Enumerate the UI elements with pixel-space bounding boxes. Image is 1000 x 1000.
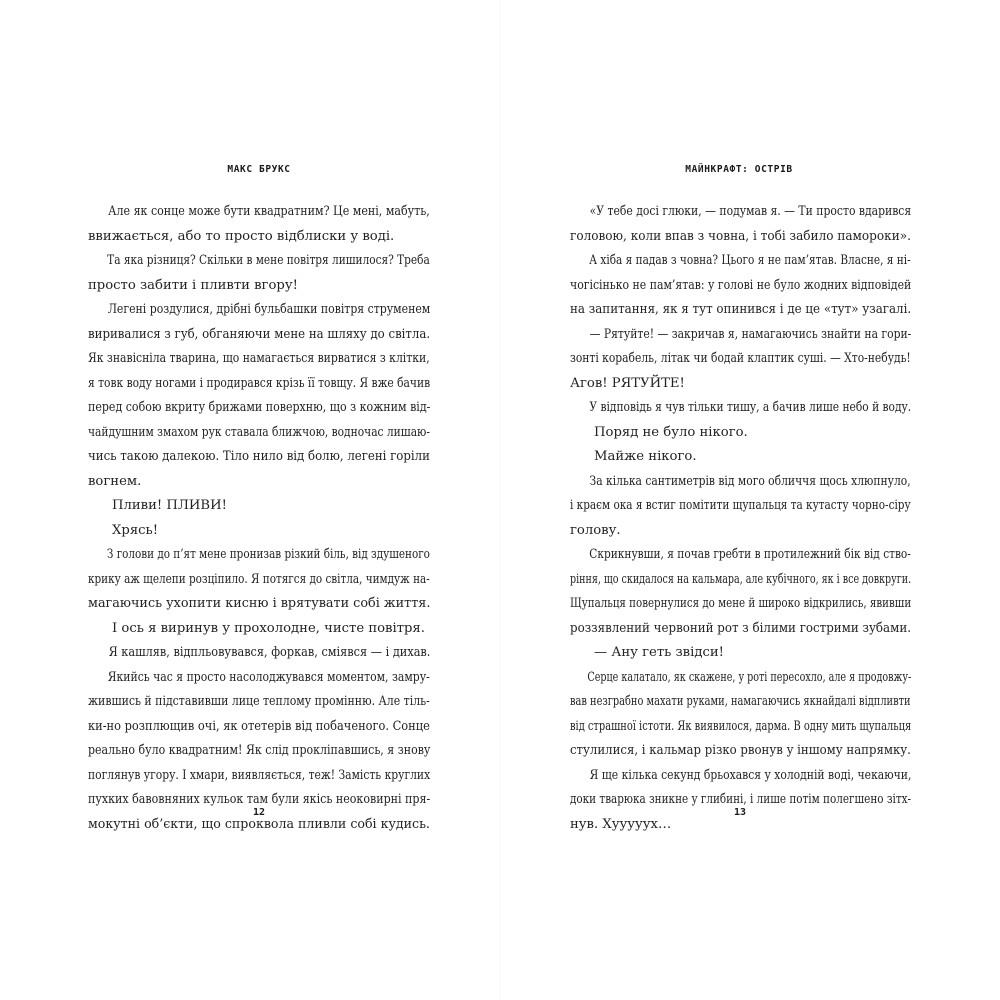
text-line-content: вав незграбно махати руками, намагаючись якнайдалі відпливти (570, 694, 911, 709)
text-line (570, 543, 911, 568)
text-line-content: — Рятуйте! — закричав я, намагаючись знайти на гори- (589, 326, 912, 342)
text-line (570, 298, 911, 323)
text-line-content: Майже нікого. (594, 449, 697, 464)
text-line (88, 323, 430, 348)
text-line-content: — Ану геть звідси! (594, 645, 724, 660)
text-line-content: Але як сонце може бути квадратним? Це мені, мабуть, (108, 204, 430, 219)
text-line (570, 470, 911, 495)
page-number-right: 13 (733, 807, 747, 818)
text-line-content: головою, коли впав з човна, і тобі забило памороки». (570, 228, 911, 244)
text-line-content: Агов! РЯТУЙТЕ! (570, 375, 685, 391)
text-line-content: Я кашляв, відпльовувався, форкав, сміявся — і дихав. (108, 645, 431, 660)
text-line (570, 519, 911, 544)
text-line-content: Поряд не було нікого. (594, 424, 748, 440)
text-line-content: З голови до п’ят мене пронизав різкий біль, від здушеного (106, 547, 430, 562)
text-line (570, 225, 911, 250)
text-line-content: реально було квадратним! Як слід проклiпавшись, я знову (88, 743, 431, 758)
text-line (88, 666, 430, 691)
text-line-content: вогнем. (88, 473, 142, 489)
text-line-content: Хрясь! (112, 522, 159, 538)
text-line (88, 543, 430, 568)
text-line-content: стулилися, і кальмар різко рвонув у іншому напрямку. (570, 743, 911, 758)
text-line (88, 225, 430, 250)
text-line-content: перед собою вкриту брижами поверхню, що з кожним від- (88, 400, 431, 415)
text-line (570, 396, 911, 421)
text-line (570, 249, 911, 274)
text-line (88, 298, 430, 323)
text-line-content: нув. Хууууух… (570, 816, 672, 832)
text-line (570, 715, 911, 740)
text-line (570, 200, 911, 225)
text-line-content: чогісінько не пам’ятав: у голові не було жодних відповідей (570, 277, 912, 293)
running-head-title: МАЙНКРАФТ: ОСТРІВ (685, 164, 793, 175)
text-line (570, 666, 911, 691)
text-line (88, 641, 430, 666)
text-line (570, 641, 911, 666)
text-line (88, 715, 430, 740)
text-line-content: магаючись ухопити кисню і врятувати собі життя. (88, 596, 431, 611)
text-line (570, 494, 911, 519)
text-line (570, 617, 911, 642)
text-line-content: Скрикнувши, я почав гребти в протилежний бік від ство- (589, 547, 911, 562)
text-line (570, 445, 911, 470)
right-text-block (570, 200, 911, 837)
text-line (88, 592, 430, 617)
text-line-content: У відповідь я чув тільки тишу, а бачив лише небо й воду. (589, 400, 912, 415)
text-line (570, 347, 911, 372)
text-line (88, 421, 430, 446)
text-line-content: Як знавісніла тварина, що намагається вирватися з клітки, (88, 351, 430, 366)
text-line (88, 519, 430, 544)
text-line-content: доки тварюка зникне у глибині, і лише потім полегшено зітх- (570, 792, 911, 807)
text-line-content: Пливи! ПЛИВИ! (112, 498, 227, 513)
text-line-content: ввижається, або то просто відблиски у воді. (88, 228, 395, 244)
text-line-content: ріння, що скидалося на кальмара, але кубічного, як і все довкруги. (570, 571, 912, 587)
text-line-content: жившись й підставивши лице теплому промінню. Але тіль- (88, 694, 430, 709)
text-line-content: Серце калатало, як скажене, у роті пересохло, але я продовжу- (587, 669, 912, 685)
text-line-content: Та яка різниця? Скільки в мене повітря лишилося? Треба (107, 253, 430, 268)
text-line (570, 690, 911, 715)
text-line-content: пухких бавовняних кульок там були якісь неоковирні пря- (88, 792, 431, 807)
text-line-content: від страшної істоти. Як виявилося, дарма. В одну мить щупальця (570, 718, 912, 734)
text-line (570, 568, 911, 593)
right-page (500, 0, 1000, 1000)
text-line-content: просто забити і пливти вгору! (88, 277, 298, 293)
text-line-content: крику аж щелепи розціпило. Я потягся до світла, чимдуж на- (88, 571, 430, 587)
text-line-content: Якийсь час я просто насолоджувався моментом, замру- (107, 669, 430, 685)
text-line-content: мокутні об’єкти, що спроквола пливли собі кудись. (88, 816, 430, 832)
text-line-content: За кілька сантиметрів від мого обличчя щось хлюпнуло, (589, 473, 911, 489)
running-head-author: МАКС БРУКС (227, 164, 291, 175)
text-line-content: я товк воду ногами і продирався крізь її товщу. Я вже бачив (88, 375, 431, 391)
text-line (88, 617, 430, 642)
text-line-content: Щупальця повернулися до мене й широко відкрились, явивши (570, 596, 912, 611)
text-line-content: «У тебе досі глюки, — подумав я. — Ти просто вдарився (589, 204, 912, 219)
text-line-content: І ось я виринув у прохолодне, чисте повітря. (112, 620, 425, 636)
text-line-content: Я ще кілька секунд брьохався у холодній воді, чекаючи, (589, 767, 912, 783)
text-line (88, 690, 430, 715)
text-line (88, 396, 430, 421)
text-line (570, 739, 911, 764)
text-line-content: поглянув угору. І хмари, виявляється, теж! Замість круглих (88, 767, 431, 783)
text-line (88, 470, 430, 495)
text-line-content: ки-но розплющив очі, як отетерів від побаченого. Сонце (88, 718, 430, 734)
text-line (88, 372, 430, 397)
text-line (88, 200, 430, 225)
left-text-block (88, 200, 430, 837)
text-line-content: на запитання, як я тут опинився і де це «тут» узагалі. (570, 302, 912, 317)
text-line (88, 347, 430, 372)
text-line (88, 274, 430, 299)
text-line-content: роззявлений червоний рот з білими гострими зубами. (570, 620, 911, 636)
text-line (570, 372, 911, 397)
text-line (88, 249, 430, 274)
text-line-content: виривалися з губ, обганяючи мене на шляху до світла. (88, 326, 431, 342)
text-line-content: А хіба я падав з човна? Цього я не пам’ятав. Власне, я ні- (589, 253, 911, 268)
text-line (88, 568, 430, 593)
text-line (570, 421, 911, 446)
text-line (570, 592, 911, 617)
text-line (88, 739, 430, 764)
text-line (570, 274, 911, 299)
page-number-left: 12 (252, 807, 266, 818)
text-line (88, 764, 430, 789)
text-line-content: чайдушним змахом рук ставала ближчою, водночас лишаю- (88, 424, 430, 440)
text-line-content: і краєм ока я встиг помітити щупальця та кутасту чорно-сіру (570, 498, 911, 513)
text-line (570, 764, 911, 789)
text-line-content: зонті корабель, літак чи бодай клаптик суші. — Хто-небудь! (570, 351, 911, 366)
text-line (88, 445, 430, 470)
text-line-content: чись такою далекою. Тіло нило від болю, легені горіли (88, 449, 430, 464)
text-line-content: Легені роздулися, дрібні бульбашки повітря струменем (107, 302, 431, 317)
text-line (88, 494, 430, 519)
text-line (570, 323, 911, 348)
text-line-content: голову. (570, 522, 621, 538)
